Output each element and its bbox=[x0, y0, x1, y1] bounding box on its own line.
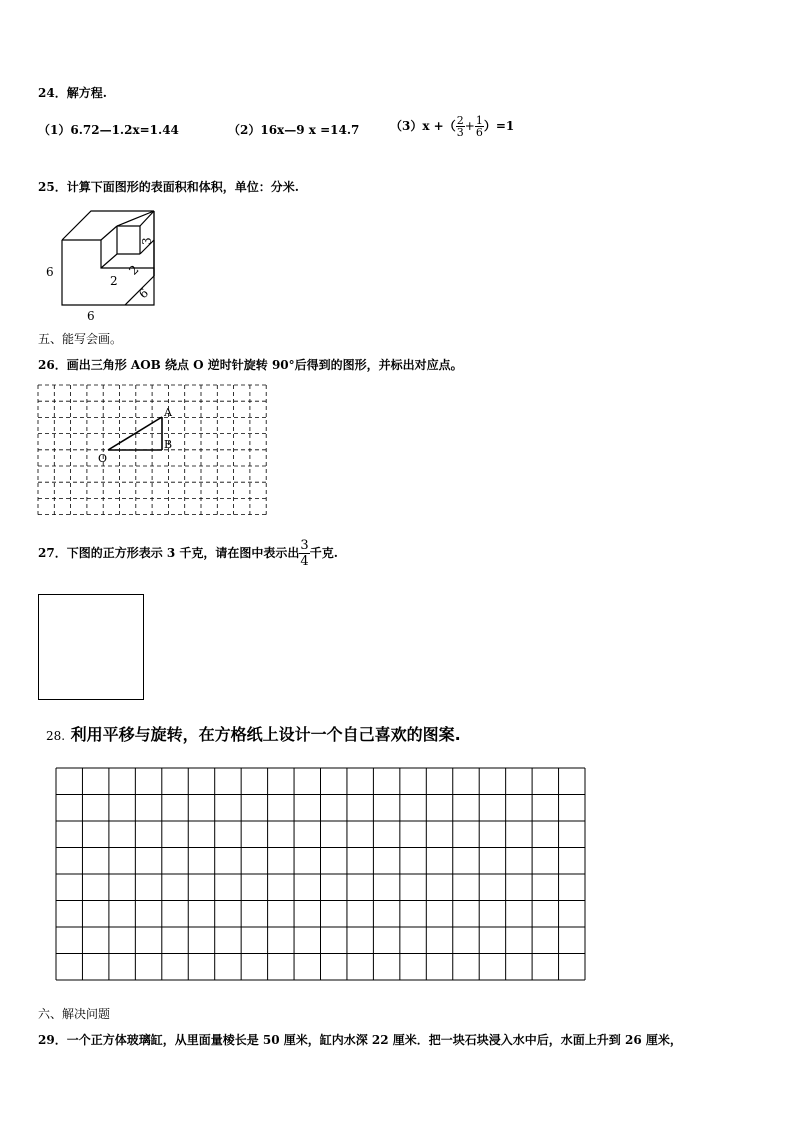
q27-suffix: 千克. bbox=[309, 546, 338, 560]
q29-text: 29．一个正方体玻璃缸，从里面量棱长是 50 厘米，缸内水深 22 厘米．把一块石块浸入水中后，水面上升到 26 厘米， bbox=[38, 1033, 682, 1047]
q25-title: 25．计算下面图形的表面积和体积，单位：分米. bbox=[38, 180, 299, 194]
fraction-denominator: 6 bbox=[475, 126, 483, 139]
q24-eq3-plus: + bbox=[464, 119, 475, 133]
q24-eq3-prefix: （3）x +（ bbox=[390, 119, 456, 133]
q26-title: 26．画出三角形 AOB 绕点 O 逆时针旋转 90°后得到的图形，并标出对应点。 bbox=[38, 358, 463, 372]
fraction-numerator: 2 bbox=[456, 114, 464, 127]
square-grid bbox=[56, 768, 585, 980]
q28-number: 28. bbox=[46, 729, 66, 743]
cube-label-left: 6 bbox=[46, 265, 54, 279]
cube-label-right: 6 bbox=[136, 285, 152, 302]
q27-prefix: 27．下图的正方形表示 3 千克，请在图中表示出 bbox=[38, 546, 300, 560]
fraction-numerator: 1 bbox=[475, 114, 483, 127]
fraction-denominator: 4 bbox=[300, 554, 309, 569]
fraction-denominator: 3 bbox=[456, 126, 464, 139]
cube-label-cut-depth: 2 bbox=[126, 262, 142, 278]
point-o-label: O bbox=[98, 452, 108, 465]
q24-equation-1: （1）6.72—1.2x=1.44 bbox=[38, 123, 179, 137]
q24-title: 24．解方程. bbox=[38, 86, 107, 100]
section-5-title: 五、能写会画。 bbox=[38, 332, 123, 346]
section-6-title: 六、解决问题 bbox=[38, 1007, 111, 1021]
q24-equation-2: （2）16x—9 x =14.7 bbox=[228, 123, 360, 137]
q28-text: 利用平移与旋转，在方格纸上设计一个自己喜欢的图案. bbox=[70, 725, 461, 744]
point-a-label: A bbox=[164, 406, 172, 419]
cube-label-cut-height: 3 bbox=[140, 237, 154, 245]
point-b-label: B bbox=[164, 438, 173, 451]
cube-label-cut-width: 2 bbox=[110, 274, 118, 288]
cube-label-bottom: 6 bbox=[87, 309, 95, 323]
q24-eq3-suffix: ）=1 bbox=[483, 119, 515, 133]
fraction-numerator: 3 bbox=[300, 538, 309, 553]
